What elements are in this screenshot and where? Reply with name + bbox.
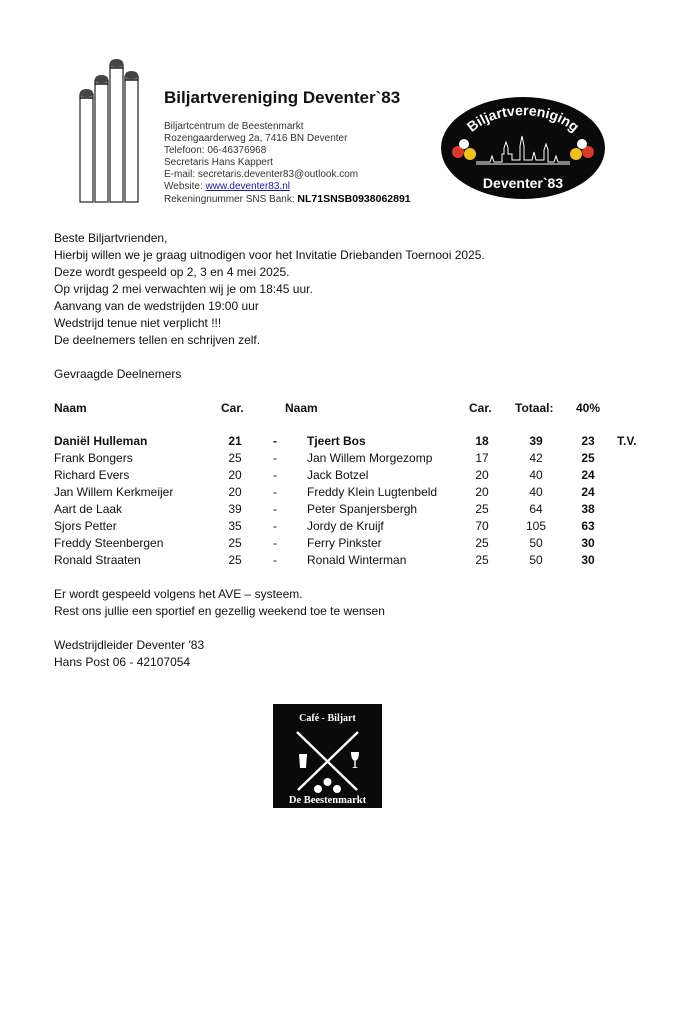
ball-icon [570, 148, 582, 160]
ball-icon [577, 139, 587, 149]
player2-name: Jack Botzel [307, 468, 369, 482]
letter-line: Op vrijdag 2 mei verwachten wij je om 18:45 uur. [54, 282, 313, 296]
email-line: E-mail: secretaris.deventer83@outlook.com [164, 169, 359, 180]
closing-line: Rest ons jullie een sportief en gezellig weekend toe te wensen [54, 604, 385, 618]
player1-name: Freddy Steenbergen [54, 536, 164, 550]
player1-name: Frank Bongers [54, 451, 133, 465]
row-separator: - [273, 485, 277, 499]
row-totaal: 42 [529, 451, 543, 465]
beer-glass-icon [299, 754, 307, 768]
player1-name: Sjors Petter [54, 519, 117, 533]
ball-icon [314, 785, 322, 793]
player2-car: 18 [475, 434, 489, 448]
letter-line: Wedstrijd tenue niet verplicht !!! [54, 316, 222, 330]
player1-car: 20 [228, 485, 242, 499]
row-totaal: 105 [525, 519, 547, 533]
player2-name: Jordy de Kruijf [307, 519, 384, 533]
header-naam: Naam [285, 401, 318, 415]
player2-name: Ronald Winterman [307, 553, 407, 567]
header-car: Car. [469, 401, 492, 415]
cafe-bottom-text: De Beestenmarkt [288, 795, 367, 806]
row-separator: - [273, 536, 277, 550]
header-car: Car. [221, 401, 244, 415]
ball-icon [464, 148, 476, 160]
player1-name: Daniël Hulleman [54, 434, 148, 448]
player1-car: 21 [228, 434, 242, 448]
address-line: Rozengaarderweg 2a, 7416 BN Deventer [164, 133, 348, 144]
row-pct: 24 [581, 485, 595, 499]
row-pct: 24 [581, 468, 595, 482]
player1-name: Jan Willem Kerkmeijer [54, 485, 174, 499]
row-pct: 30 [581, 536, 595, 550]
player1-car: 25 [228, 451, 242, 465]
row-pct: 23 [581, 434, 595, 448]
row-note: T.V. [617, 434, 637, 448]
ball-icon [324, 778, 332, 786]
row-totaal: 64 [529, 502, 543, 516]
row-pct: 63 [581, 519, 595, 533]
row-separator: - [273, 451, 277, 465]
player2-car: 17 [475, 451, 489, 465]
player1-car: 25 [228, 553, 242, 567]
player1-car: 39 [228, 502, 242, 516]
letter-line: De deelnemers tellen en schrijven zelf. [54, 333, 261, 347]
player1-car: 35 [228, 519, 242, 533]
player2-name: Tjeert Bos [307, 434, 366, 448]
player2-name: Peter Spanjersbergh [307, 502, 418, 516]
player2-car: 25 [475, 502, 489, 516]
player2-car: 20 [475, 468, 489, 482]
player2-name: Jan Willem Morgezomp [307, 451, 433, 465]
website-link[interactable]: www.deventer83.nl [205, 181, 290, 192]
signature-role: Wedstrijdleider Deventer '83 [54, 638, 205, 652]
player1-car: 25 [228, 536, 242, 550]
bank-label: Rekeningnummer SNS Bank: [164, 194, 298, 205]
row-separator: - [273, 553, 277, 567]
row-pct: 38 [581, 502, 595, 516]
player1-car: 20 [228, 468, 242, 482]
website-label: Website: [164, 181, 206, 192]
greeting: Beste Biljartvrienden, [54, 231, 168, 245]
row-totaal: 40 [529, 468, 543, 482]
player2-car: 25 [475, 536, 489, 550]
letter-line: Hierbij willen we je graag uitnodigen voor het Invitatie Driebanden Toernooi 2025. [54, 248, 485, 262]
letter-line: Aanvang van de wedstrijden 19:00 uur [54, 299, 259, 313]
venue-line: Biljartcentrum de Beestenmarkt [164, 121, 304, 132]
cafe-top-text: Café - Biljart [299, 713, 356, 724]
bank-line [164, 193, 411, 206]
bank-number: NL71SNSB0938062891 [297, 193, 411, 205]
row-pct: 30 [581, 553, 595, 567]
ball-icon [333, 785, 341, 793]
signature-name: Hans Post 06 - 42107054 [54, 655, 191, 669]
player2-car: 70 [475, 519, 489, 533]
logo-top-text: Biljartvereniging [463, 102, 583, 135]
phone-line: Telefoon: 06-46376968 [164, 145, 267, 156]
player1-name: Richard Evers [54, 468, 130, 482]
row-separator: - [273, 519, 277, 533]
club-pillars-logo [76, 50, 156, 205]
secretary-line: Secretaris Hans Kappert [164, 157, 273, 168]
website-line [164, 181, 290, 193]
row-separator: - [273, 434, 277, 448]
player2-name: Ferry Pinkster [307, 536, 382, 550]
row-pct: 25 [581, 451, 595, 465]
club-oval-logo [440, 96, 606, 200]
row-totaal: 50 [529, 536, 543, 550]
header-totaal: Totaal: [515, 401, 554, 415]
header-pct: 40% [576, 401, 601, 415]
closing-line: Er wordt gespeeld volgens het AVE – systeem. [54, 587, 303, 601]
ball-icon [459, 139, 469, 149]
player2-car: 25 [475, 553, 489, 567]
player1-name: Aart de Laak [54, 502, 123, 516]
player2-car: 20 [475, 485, 489, 499]
player1-name: Ronald Straaten [54, 553, 141, 567]
section-title: Gevraagde Deelnemers [54, 367, 182, 381]
row-separator: - [273, 468, 277, 482]
letter-line: Deze wordt gespeeld op 2, 3 en 4 mei 2025. [54, 265, 290, 279]
row-totaal: 39 [529, 434, 543, 448]
club-title: Biljartvereniging Deventer`83 [164, 88, 401, 107]
row-separator: - [273, 502, 277, 516]
logo-bottom-text: Deventer`83 [482, 175, 564, 191]
player2-name: Freddy Klein Lugtenbeld [307, 485, 438, 499]
cafe-biljart-logo [273, 704, 382, 808]
row-totaal: 40 [529, 485, 543, 499]
row-totaal: 50 [529, 553, 543, 567]
header-naam: Naam [54, 401, 87, 415]
